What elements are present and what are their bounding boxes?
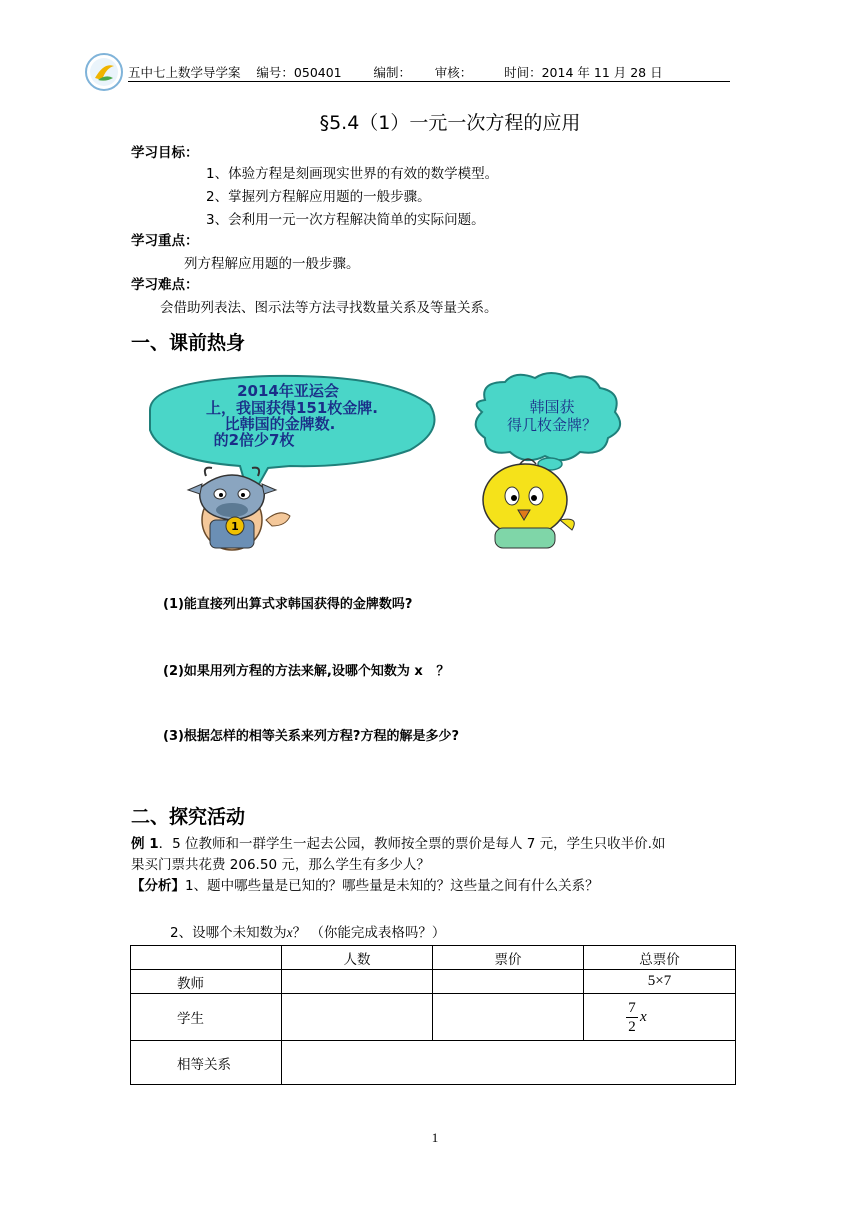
school-logo: [84, 52, 124, 92]
bubble-right-line: 韩国获: [529, 398, 575, 416]
student-price-cell[interactable]: [433, 994, 584, 1041]
page-title: §5.4（1）一元一次方程的应用: [319, 112, 581, 134]
warmup-question: (2)如果用列方程的方法来解,设哪个知数为 x ？: [163, 664, 450, 679]
step2: [170, 922, 445, 944]
table-header: 票价: [433, 946, 584, 970]
bubble-left-line: 的2倍少7枚: [213, 431, 295, 449]
bubble-left-line: 比韩国的金牌数.: [224, 415, 336, 433]
objective-item: 1、体验方程是刻画现实世界的有效的数学模型。: [206, 166, 499, 182]
chick-character: [483, 459, 574, 548]
student-total-cell: [584, 994, 736, 1041]
table-row-teacher: [131, 970, 736, 994]
cartoon-illustration: [140, 370, 665, 555]
header-reviewer: 审核：: [434, 65, 473, 80]
bubble-right-line: 得几枚金牌？: [506, 416, 598, 434]
step2-var: x: [286, 925, 293, 940]
student-count-cell[interactable]: [282, 994, 433, 1041]
fraction: [626, 1000, 638, 1035]
header-number: 编号：050401: [256, 65, 342, 80]
header-divider: [128, 81, 730, 82]
warmup-question: (3)根据怎样的相等关系来列方程?方程的解是多少?: [163, 729, 460, 744]
page-header: [128, 63, 663, 81]
warmup-question: (1)能直接列出算式求韩国获得的金牌数吗?: [163, 597, 413, 612]
teacher-count-cell[interactable]: [282, 970, 433, 994]
difficulty-label: 学习难点：: [131, 277, 199, 293]
objectives-label: 学习目标：: [131, 145, 199, 161]
table-row-equal: [131, 1041, 736, 1085]
analysis-text: 1、题中哪些量是已知的？哪些量是未知的？这些量之间有什么关系？: [185, 878, 599, 894]
analysis: [131, 876, 599, 897]
fraction-denominator: 2: [628, 1018, 636, 1035]
section2-heading: 二、探究活动: [131, 806, 246, 828]
example-1: [131, 834, 741, 855]
teacher-total-cell: 5×7: [584, 970, 736, 994]
teacher-price-cell[interactable]: [433, 970, 584, 994]
fraction-numerator: 7: [628, 999, 636, 1016]
header-school: 五中七上数学导学案: [128, 65, 241, 80]
table-header-empty: [131, 946, 282, 970]
keypoint-label: 学习重点：: [131, 233, 199, 249]
section1-heading: 一、课前热身: [131, 332, 246, 354]
example-line2: 果买门票共花费 206.50 元，那么学生有多少人？: [131, 857, 430, 873]
analysis-label: 【分析】: [131, 878, 185, 894]
row-label: 教师: [131, 970, 282, 994]
header-date: 时间：2014 年 11 月 28 日: [504, 65, 663, 80]
example-label: 例 1: [131, 836, 159, 852]
page-number: 1: [431, 1130, 439, 1145]
svg-text:1: 1: [231, 520, 239, 533]
objective-item: 3、会利用一元一次方程解决简单的实际问题。: [206, 212, 485, 228]
row-label: 学生: [131, 994, 282, 1041]
bubble-left-line: 上，我国获得151枚金牌.: [205, 399, 379, 417]
bubble-left-line: 2014年亚运会: [237, 382, 339, 400]
equation-cell[interactable]: [282, 1041, 736, 1085]
step2-prefix: 2、设哪个未知数为: [170, 925, 287, 941]
header-editor: 编制：: [373, 65, 411, 80]
table-header: 总票价: [584, 946, 736, 970]
table-header: 人数: [282, 946, 433, 970]
ticket-table: [130, 945, 736, 1085]
objective-item: 2、掌握列方程解应用题的一般步骤。: [206, 189, 431, 205]
cow-character: [188, 468, 290, 550]
row-label: 相等关系: [131, 1041, 282, 1085]
example-line1: ．5 位教师和一群学生一起去公园，教师按全票的票价是每人 7 元，学生只收半价.如: [158, 836, 666, 852]
step2-suffix: ？ （你能完成表格吗？）: [292, 925, 446, 941]
student-var: x: [640, 1008, 647, 1025]
keypoint-text: 列方程解应用题的一般步骤。: [184, 256, 360, 272]
difficulty-text: 会借助列表法、图示法等方法寻找数量关系及等量关系。: [160, 300, 498, 316]
table-row-student: [131, 994, 736, 1041]
